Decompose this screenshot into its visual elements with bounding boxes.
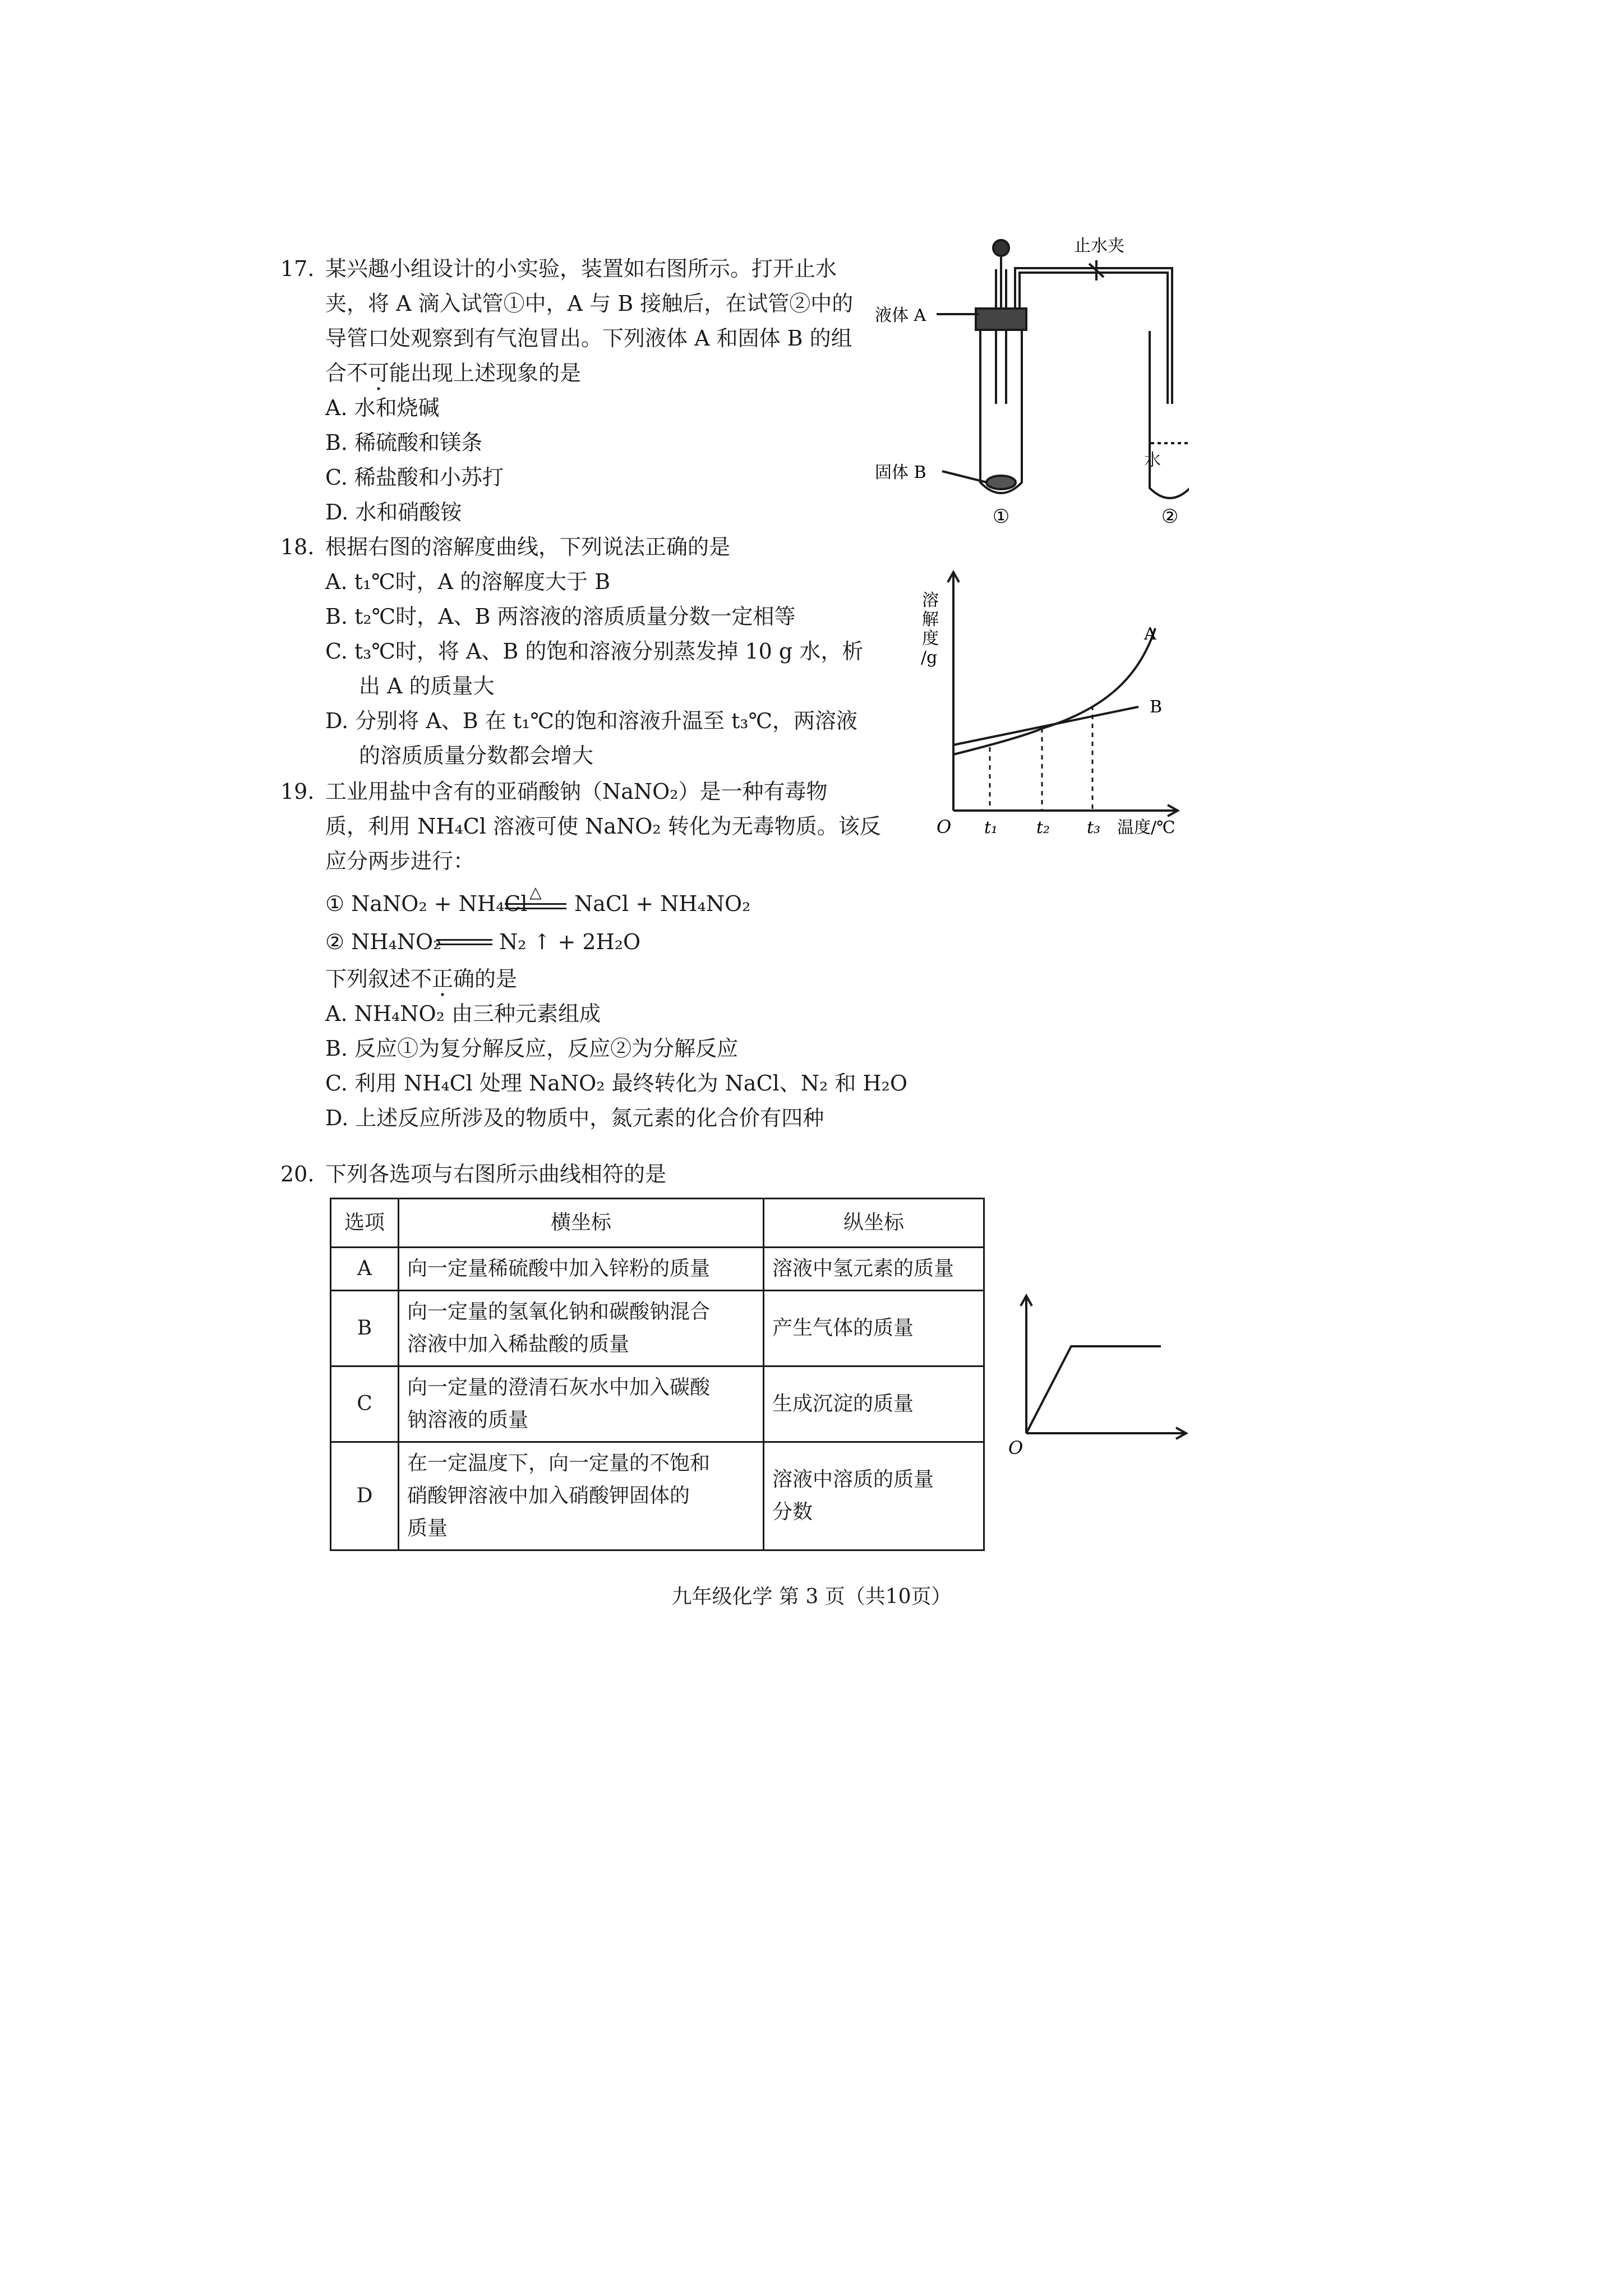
cell-line: 生成沉淀的质量 bbox=[772, 1392, 914, 1415]
q17-last-prefix: 合 bbox=[325, 361, 347, 385]
table-cell-option: B bbox=[331, 1291, 399, 1366]
q19-eq2-arrow bbox=[436, 924, 492, 959]
q17-option-c: C. 稀盐酸和小苏打 bbox=[325, 465, 504, 490]
q17-line-3: 导管口处观察到有气泡冒出。下列液体 A 和固体 B 的组 bbox=[325, 326, 852, 351]
table-cell-y bbox=[764, 1442, 984, 1550]
q20-options-table bbox=[330, 1198, 985, 1551]
q17-option-d: D. 水和硝酸铵 bbox=[325, 500, 462, 524]
q19-option-a: A. NH₄NO₂ 由三种元素组成 bbox=[325, 1001, 601, 1026]
cell-line: 溶液中加入稀盐酸的质量 bbox=[407, 1333, 630, 1356]
q20-curve bbox=[1026, 1346, 1161, 1433]
q18-ylabel-1: 溶 bbox=[922, 591, 939, 610]
q18-solubility-figure bbox=[909, 567, 1189, 836]
q18-origin: O bbox=[937, 816, 952, 836]
q19-option-b: B. 反应①为复分解反应，反应②为分解反应 bbox=[325, 1036, 739, 1061]
q17-option-a: A. 水和烧碱 bbox=[325, 395, 440, 420]
q18-option-c: C. t₃℃时，将 A、B 的饱和溶液分别蒸发掉 10 g 水，析 bbox=[325, 639, 864, 664]
q18-curve-a bbox=[953, 628, 1155, 754]
q20-stem: 下列各选项与右图所示曲线相符的是 bbox=[325, 1162, 667, 1186]
cell-line: 质量 bbox=[407, 1517, 448, 1540]
cell-line: 溶液中氢元素的质量 bbox=[772, 1257, 955, 1280]
q20-curve-figure bbox=[998, 1290, 1195, 1464]
table-cell-y bbox=[764, 1291, 984, 1366]
table-cell-x bbox=[399, 1248, 764, 1291]
q19-option-d: D. 上述反应所涉及的物质中，氮元素的化合价有四种 bbox=[325, 1106, 824, 1130]
cell-line: 向一定量的氢氧化钠和碳酸钠混合 bbox=[407, 1300, 711, 1323]
q19-emphasis: 不正确 bbox=[411, 967, 475, 991]
table-cell-option: C bbox=[331, 1366, 399, 1442]
cell-line: 溶液中溶质的质量 bbox=[772, 1468, 934, 1491]
table-row bbox=[331, 1291, 984, 1366]
table-cell-y bbox=[764, 1248, 984, 1291]
table-cell-y bbox=[764, 1366, 984, 1442]
q17-tube1-label: ① bbox=[992, 505, 1010, 527]
table-cell-x bbox=[399, 1442, 764, 1550]
q18-stem: 根据右图的溶解度曲线，下列说法正确的是 bbox=[325, 535, 731, 559]
q18-ylabel-3: 度 bbox=[922, 629, 939, 648]
table-header-x: 横坐标 bbox=[399, 1199, 764, 1248]
q19-option-c: C. 利用 NH₄Cl 处理 NaNO₂ 最终转化为 NaCl、N₂ 和 H₂O bbox=[325, 1071, 907, 1096]
q19-ask-prefix: 下列叙述 bbox=[325, 967, 411, 991]
q17-last-suffix: 出现上述现象的是 bbox=[411, 361, 582, 385]
q19-stem-1: 工业用盐中含有的亚硝酸钠（NaNO₂）是一种有毒物 bbox=[325, 779, 828, 804]
q17-line-4 bbox=[325, 356, 581, 390]
q18-tick-t3: t₃ bbox=[1087, 818, 1101, 836]
q17-water-label: 水 bbox=[1144, 450, 1161, 470]
cell-line: 产生气体的质量 bbox=[772, 1317, 914, 1340]
q18-xlabel: 温度/℃ bbox=[1117, 818, 1175, 836]
q18-option-d: D. 分别将 A、B 在 t₁℃的饱和溶液升温至 t₃℃，两溶液 bbox=[325, 708, 857, 733]
q19-stem-3: 应分两步进行： bbox=[325, 849, 475, 873]
q20-number: 20. bbox=[280, 1162, 315, 1186]
q19-eq1-right: NaCl + NH₄NO₂ bbox=[574, 891, 751, 916]
q17-solid-label: 固体 B bbox=[875, 463, 926, 482]
cell-line: 在一定温度下，向一定量的不饱和 bbox=[407, 1452, 711, 1475]
q20-origin: O bbox=[1008, 1437, 1023, 1458]
page-footer: 九年级化学 第 3 页（共10页） bbox=[671, 1585, 952, 1608]
q18-option-d-cont: 的溶质质量分数都会增大 bbox=[359, 743, 594, 768]
q17-number: 17. bbox=[280, 256, 315, 281]
q19-number: 19. bbox=[280, 779, 315, 804]
table-cell-x bbox=[399, 1291, 764, 1366]
q19-eq2-right: N₂ ↑ + 2H₂O bbox=[499, 930, 641, 954]
q17-liquid-label: 液体 A bbox=[875, 306, 926, 325]
q18-option-b: B. t₂℃时，A、B 两溶液的溶质质量分数一定相等 bbox=[325, 604, 796, 629]
q19-eq2-left: ② NH₄NO₂ bbox=[325, 930, 442, 954]
q17-apparatus-figure bbox=[875, 236, 1189, 527]
q17-emphasis: 不可能 bbox=[347, 361, 411, 385]
table-cell-option: D bbox=[331, 1442, 399, 1550]
q18-option-a: A. t₁℃时，A 的溶解度大于 B bbox=[325, 569, 611, 594]
table-cell-x bbox=[399, 1366, 764, 1442]
q19-stem-2: 质，利用 NH₄Cl 溶液可使 NaNO₂ 转化为无毒物质。该反 bbox=[325, 814, 881, 839]
q19-ask-suffix: 的是 bbox=[474, 967, 518, 991]
q19-eq1-arrow bbox=[505, 883, 566, 921]
q18-curve-b bbox=[953, 707, 1138, 745]
table-header-row bbox=[331, 1199, 984, 1248]
q17-option-b: B. 稀硫酸和镁条 bbox=[325, 430, 483, 455]
q18-ylabel-4: /g bbox=[921, 648, 938, 668]
q18-number: 18. bbox=[280, 535, 315, 559]
table-cell-option: A bbox=[331, 1248, 399, 1291]
cell-line: 钠溶液的质量 bbox=[407, 1409, 529, 1432]
q17-line-1: 某兴趣小组设计的小实验，装置如右图所示。打开止水 bbox=[325, 256, 837, 281]
cell-line: 硝酸钾溶液中加入硝酸钾固体的 bbox=[407, 1484, 690, 1507]
q18-label-b: B bbox=[1150, 697, 1163, 717]
q18-label-a: A bbox=[1144, 624, 1156, 644]
table-row bbox=[331, 1248, 984, 1291]
q18-option-c-cont: 出 A 的质量大 bbox=[359, 674, 495, 698]
q18-ylabel-2: 解 bbox=[922, 610, 939, 629]
q17-clamp-label: 止水夹 bbox=[1074, 236, 1124, 256]
table-header-option: 选项 bbox=[331, 1199, 399, 1248]
table-header-y: 纵坐标 bbox=[764, 1199, 984, 1248]
q19-ask bbox=[325, 961, 517, 996]
q18-tick-t2: t₂ bbox=[1036, 818, 1050, 836]
table-row bbox=[331, 1442, 984, 1550]
q17-tube2-label: ② bbox=[1161, 505, 1179, 527]
q17-line-2: 夹，将 A 滴入试管①中，A 与 B 接触后，在试管②中的 bbox=[325, 291, 854, 316]
q18-tick-t1: t₁ bbox=[984, 818, 998, 836]
cell-line: 向一定量稀硫酸中加入锌粉的质量 bbox=[407, 1257, 711, 1280]
q19-eq1-left: ① NaNO₂ + NH₄Cl bbox=[325, 891, 528, 916]
cell-line: 分数 bbox=[772, 1501, 813, 1524]
q19-eq1-condition: △ bbox=[529, 883, 542, 901]
table-row bbox=[331, 1366, 984, 1442]
cell-line: 向一定量的澄清石灰水中加入碳酸 bbox=[407, 1376, 711, 1399]
